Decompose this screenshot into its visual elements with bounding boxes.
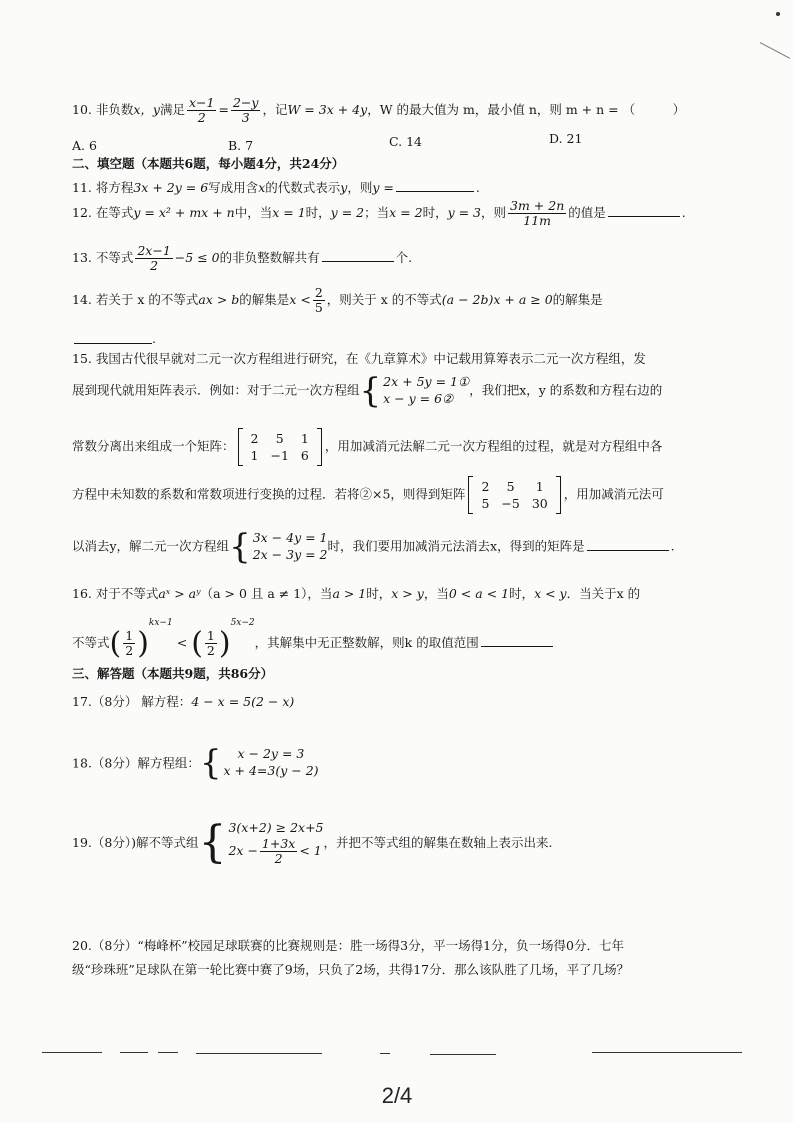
answer-blank[interactable] — [608, 204, 680, 217]
scan-line — [120, 1052, 148, 1053]
scan-mark — [776, 12, 780, 16]
matrix-1: 2 5 1 1 −1 6 — [238, 428, 322, 466]
question-10: 10. 非负数x，y满足 $\frac{x-1}{2}$ = $\frac{2-y}{3}$ ，记W = 3x + 4y，W 的最大值为 m，最小值 n，则 m + n = （ ） — [72, 95, 686, 125]
fraction: $\frac{x-1}{2}$ — [189, 95, 215, 125]
question-17: 17.（8分） 解方程：4 − x = 5(2 − x) — [72, 694, 295, 709]
question-13: 13. 不等式 $\frac{2x-1}{2}$ −5 ≤ 0的非负整数解共有 个. — [72, 243, 413, 273]
fraction: $\frac{1+3x}{2}$ — [261, 835, 296, 866]
option-b: B. 7 — [228, 138, 254, 153]
question-15-line-4: 方程中未知数的系数和常数项进行变换的过程．若将②×5，则得到矩阵 2 5 1 5 −5 30 ，用加减消元法可 — [72, 476, 664, 514]
section-heading: 三、解答题（本题共9题，共86分） — [72, 666, 274, 681]
question-19: 19.（8分）)解不等式组{ 3(x+2) ≥ 2x+5 2x − $\frac{1+3x}{2}$ < 1 ，并把不等式组的解集在数轴上表示出来. — [72, 816, 553, 868]
answer-blank[interactable] — [322, 249, 394, 262]
option-c: C. 14 — [389, 134, 422, 149]
option-d: D. 21 — [549, 131, 583, 146]
question-15-line-2: 展到现代就用矩阵表示．例如：对于二元一次方程组{ 2x + 5y = 1① x − y = 6② ，我们把x，y 的系数和方程右边的 — [72, 371, 663, 411]
fraction: $\frac{1}{2}$ — [206, 628, 215, 658]
equation-system: x − 2y = 3 x + 4=3(y − 2) — [223, 746, 319, 778]
question-15-line-1: 15. 我国古代很早就对二元一次方程组进行研究，在《九章算术》中记载用算筹表示二元一次方程组，发 — [72, 351, 646, 366]
question-18: 18.（8分）解方程组：{ x − 2y = 3 x + 4=3(y − 2) — [72, 743, 319, 783]
question-14: 14. 若关于 x 的不等式ax > b的解集是x < $\frac{2}{5}$ ，则关于 x 的不等式(a − 2b)x + a ≥ 0的解集是 — [72, 285, 603, 315]
answer-blank[interactable] — [396, 179, 474, 192]
scan-line — [592, 1052, 742, 1053]
question-15-line-3: 常数分离出来组成一个矩阵： 2 5 1 1 −1 6 ，用加减消元法解二元一次方程组的过程，就是对方程组中各 — [72, 428, 662, 466]
scan-mark — [760, 42, 790, 59]
equation-system: 2x + 5y = 1① x − y = 6② — [383, 374, 470, 406]
page-number: 2/4 — [381, 1083, 413, 1108]
exam-page: 10. 非负数x，y满足 $\frac{x-1}{2}$ = $\frac{2-y}{3}$ ，记W = 3x + 4y，W 的最大值为 m，最小值 n，则 m + n = （ ） A. 6 B. 7 C. 14 D. 21 二、填空题（本题共6题，每小题4分，共24分） 11. 将方程3x + 2y = 6写成用含x的代数式表示y，则y = . 12. 在等式y = x² + mx + n中，当x = 1时，y = 2；当x = 2时，y = 3，则 $\frac{3m + 2n}{11m}$ 的值是 . 13. 不等式 $\frac{2x-1}{2}$ −5 ≤ 0的非负整数解共有 个. 14. 若关于 x 的不等式ax > b的解集是x < $\frac{2}{5}$ ，则关于 x 的不等式(a − 2b)x + a ≥ 0的解集是 . 15. 我国古代很早就对二元一次方程组进行研究，在《九章算术》中记载用算筹表示二元一次方程组，发 展到现代就用矩阵表示．例如：对于二元一次方程组{ 2x + 5y = 1① x − y = 6② ，我们把x，y 的系数和方程右边的 常数分离出来组成一个矩阵： 2 5 1 1 −1 6 ，用加减消元法解二元一次方程组的过程，就是对方程组中各 方程中未知数的系数和常数项进行变换的过程．若将②×5，则得到矩阵 2 5 1 5 −5 30 ，用加减消元法可 以消去y，解二元一次方程组{ 3x − 4y = 1 2x − 3y = 2 时，我们要用加减消元法消去x，得到的矩阵是 . 16. 对于不等式aˣ > aʸ（a > 0 且 a ≠ 1），当a > 1时，x > y，当0 < a < 1时，x < y．当关于x 的 不等式( $\frac{1}{2}$ )$^{kx-1}$< ( $\frac{1}{2}$ )$^{5x-2}$，其解集中无正整数解，则k 的取值范围 三、解答题（本题共9题，共86分） 17.（8分） 解方程：4 − x = 5(2 − x) 18.（8分）解方程组：{ x − 2y = 3 x + 4=3(y − 2) 19.（8分）)解不等式组{ 3(x+2) ≥ 2x+5 2x − $\frac{1+3x}{2}$ < 1 ，并把不等式组的解集在数轴上表示出来. 20.（8分）“梅峰杯”校园足球联赛的比赛规则是：胜一场得3分，平一场得1分，负一场得0分．七年 级“珍珠班”足球队在第一轮比赛中赛了9场，只负了2场，共得17分．那么该队胜了几场，平了几场？ 2/4 — [0, 0, 794, 1123]
question-11: 11. 将方程3x + 2y = 6写成用含x的代数式表示y，则y = . — [72, 180, 480, 195]
scan-line — [42, 1052, 102, 1053]
section-heading: 二、填空题（本题共6题，每小题4分，共24分） — [72, 156, 345, 171]
question-20-line-1: 20.（8分）“梅峰杯”校园足球联赛的比赛规则是：胜一场得3分，平一场得1分，负一场得0分．七年 — [72, 938, 624, 953]
scan-line — [196, 1053, 322, 1054]
question-12: 12. 在等式y = x² + mx + n中，当x = 1时，y = 2；当x = 2时，y = 3，则 $\frac{3m + 2n}{11m}$ 的值是 . — [72, 198, 686, 228]
fraction: $\frac{2}{5}$ — [314, 285, 323, 315]
fraction: $\frac{3m + 2n}{11m}$ — [510, 198, 565, 228]
scan-line — [430, 1054, 496, 1055]
fraction: $\frac{2-y}{3}$ — [232, 95, 259, 125]
option-a: A. 6 — [72, 138, 97, 153]
inequality-system: 3(x+2) ≥ 2x+5 2x − $\frac{1+3x}{2}$ < 1 — [228, 820, 324, 866]
scan-line — [158, 1052, 178, 1053]
equation-system: 3x − 4y = 1 2x − 3y = 2 — [252, 530, 328, 562]
answer-blank[interactable] — [481, 634, 553, 647]
question-16-line-2: 不等式( $\frac{1}{2}$ )$^{kx-1}$< ( $\frac{1}{2}$ )$^{5x-2}$，其解集中无正整数解，则k 的取值范围 — [72, 618, 555, 659]
question-20-line-2: 级“珍珠班”足球队在第一轮比赛中赛了9场，只负了2场，共得17分．那么该队胜了几场，平了几场？ — [72, 962, 630, 977]
answer-blank[interactable] — [74, 343, 152, 344]
matrix-2: 2 5 1 5 −5 30 — [468, 476, 560, 514]
fraction: $\frac{2x-1}{2}$ — [137, 243, 171, 273]
question-16-line-1: 16. 对于不等式aˣ > aʸ（a > 0 且 a ≠ 1），当a > 1时，x > y，当0 < a < 1时，x < y．当关于x 的 — [72, 586, 641, 601]
scan-line — [380, 1053, 390, 1054]
question-15-line-5: 以消去y，解二元一次方程组{ 3x − 4y = 1 2x − 3y = 2 时，我们要用加减消元法消去x，得到的矩阵是 . — [72, 527, 675, 567]
answer-blank[interactable] — [587, 538, 669, 551]
fraction: $\frac{1}{2}$ — [125, 628, 134, 658]
